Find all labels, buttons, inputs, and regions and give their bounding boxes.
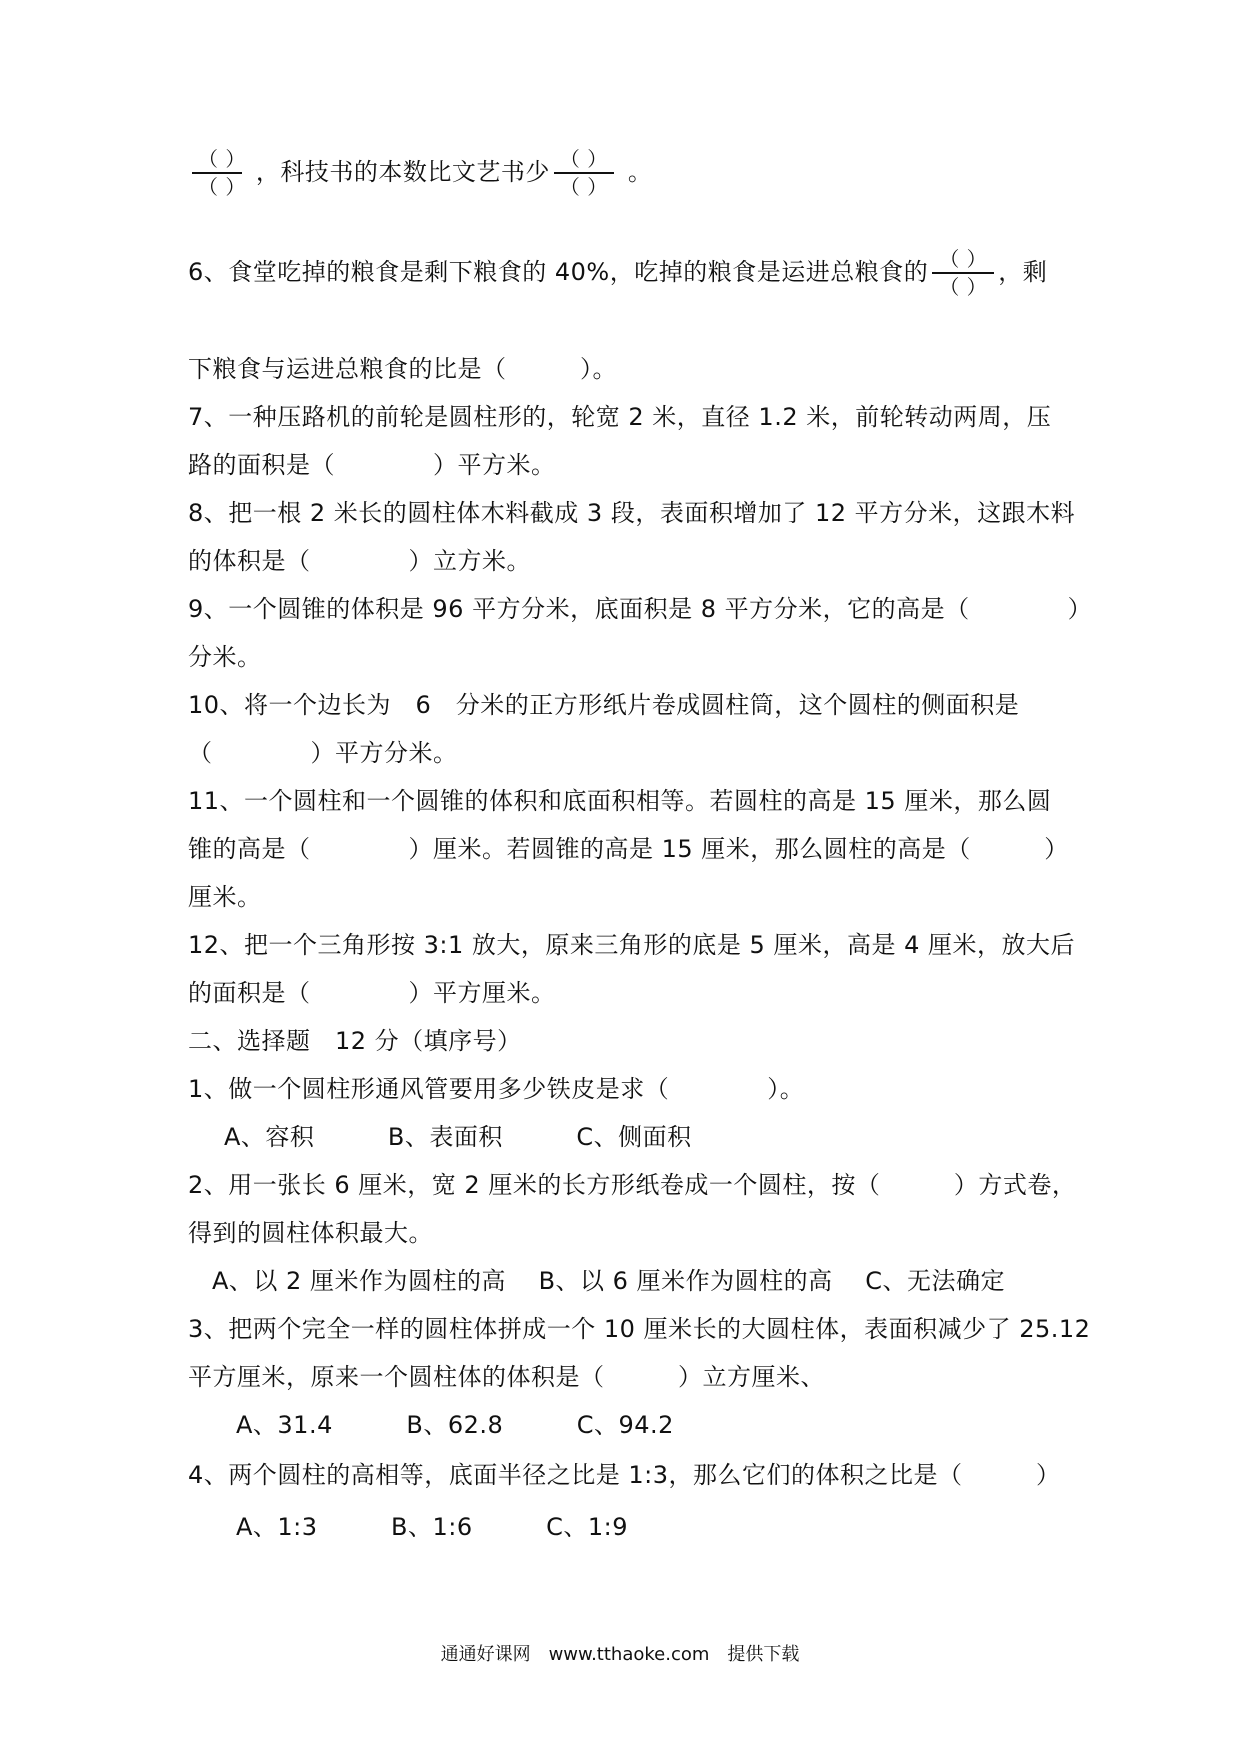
fraction-numerator: （ ） [198, 147, 246, 171]
fraction-blank [932, 248, 994, 298]
q9-line-2: 分米。 [188, 643, 262, 671]
q5-end: 。 [627, 158, 653, 186]
choice-3-options: A、31.4 B、62.8 C、94.2 [236, 1411, 674, 1439]
fraction-blank [192, 148, 252, 198]
q6-line-1 [188, 248, 1047, 298]
q8-line-2: 的体积是（ ）立方米。 [188, 547, 531, 575]
fraction-bar [932, 272, 994, 274]
fraction-bar [554, 172, 614, 174]
q7-line-2: 路的面积是（ ）平方米。 [188, 451, 556, 479]
fraction-numerator: （ ） [559, 147, 608, 171]
fraction-bar [192, 172, 242, 174]
q6-text: 6、食堂吃掉的粮食是剩下粮食的 40%，吃掉的粮食是运进总粮食的 [188, 258, 929, 286]
fraction-denominator: （ ） [198, 175, 246, 199]
q10-line-2: （ ）平方分米。 [188, 739, 458, 767]
q10-line-1: 10、将一个边长为 6 分米的正方形纸片卷成圆柱筒，这个圆柱的侧面积是 [188, 691, 1020, 719]
choice-2-options: A、以 2 厘米作为圆柱的高 B、以 6 厘米作为圆柱的高 C、无法确定 [212, 1267, 1005, 1295]
choice-2-question-1: 2、用一张长 6 厘米，宽 2 厘米的长方形纸卷成一个圆柱，按（ ）方式卷， [188, 1171, 1077, 1199]
q12-line-2: 的面积是（ ）平方厘米。 [188, 979, 556, 1007]
fraction-numerator: （ ） [939, 247, 988, 271]
q11-line-3: 厘米。 [188, 883, 262, 911]
q5-continuation [188, 148, 652, 198]
choice-4-question: 4、两个圆柱的高相等，底面半径之比是 1:3，那么它们的体积之比是（ ） [188, 1461, 1061, 1489]
choice-2-question-2: 得到的圆柱体积最大。 [188, 1219, 433, 1247]
q11-line-2: 锥的高是（ ）厘米。若圆锥的高是 15 厘米，那么圆柱的高是（ ） [188, 835, 1069, 863]
choice-4-options: A、1:3 B、1:6 C、1:9 [236, 1513, 629, 1541]
q8-line-1: 8、把一根 2 米长的圆柱体木料截成 3 段，表面积增加了 12 平方分米，这跟木料 [188, 499, 1076, 527]
q11-line-1: 11、一个圆柱和一个圆锥的体积和底面积相等。若圆柱的高是 15 厘米，那么圆 [188, 787, 1052, 815]
fraction-blank [554, 148, 614, 198]
fraction-denominator: （ ） [939, 275, 988, 299]
q9-line-1: 9、一个圆锥的体积是 96 平方分米，底面积是 8 平方分米，它的高是（ ） [188, 595, 1093, 623]
fraction-denominator: （ ） [559, 175, 608, 199]
choice-3-question-1: 3、把两个完全一样的圆柱体拼成一个 10 厘米长的大圆柱体，表面积减少了 25.12 [188, 1315, 1091, 1343]
q6-text-end: ，剩 [998, 258, 1048, 286]
q12-line-1: 12、把一个三角形按 3:1 放大，原来三角形的底是 5 厘米，高是 4 厘米，放大后 [188, 931, 1075, 959]
section-2-heading: 二、选择题 12 分（填序号） [188, 1027, 522, 1055]
choice-1-question: 1、做一个圆柱形通风管要用多少铁皮是求（ ）。 [188, 1075, 805, 1103]
q6-line-2: 下粮食与运进总粮食的比是（ ）。 [188, 355, 617, 383]
page-footer: 通通好课网 www.tthaoke.com 提供下载 [440, 1644, 800, 1665]
choice-3-question-2: 平方厘米，原来一个圆柱体的体积是（ ）立方厘米、 [188, 1363, 825, 1391]
q5-text: ，科技书的本数比文艺书少 [255, 158, 550, 186]
q7-line-1: 7、一种压路机的前轮是圆柱形的，轮宽 2 米，直径 1.2 米，前轮转动两周，压 [188, 403, 1052, 431]
choice-1-options: A、容积 B、表面积 C、侧面积 [224, 1123, 692, 1151]
